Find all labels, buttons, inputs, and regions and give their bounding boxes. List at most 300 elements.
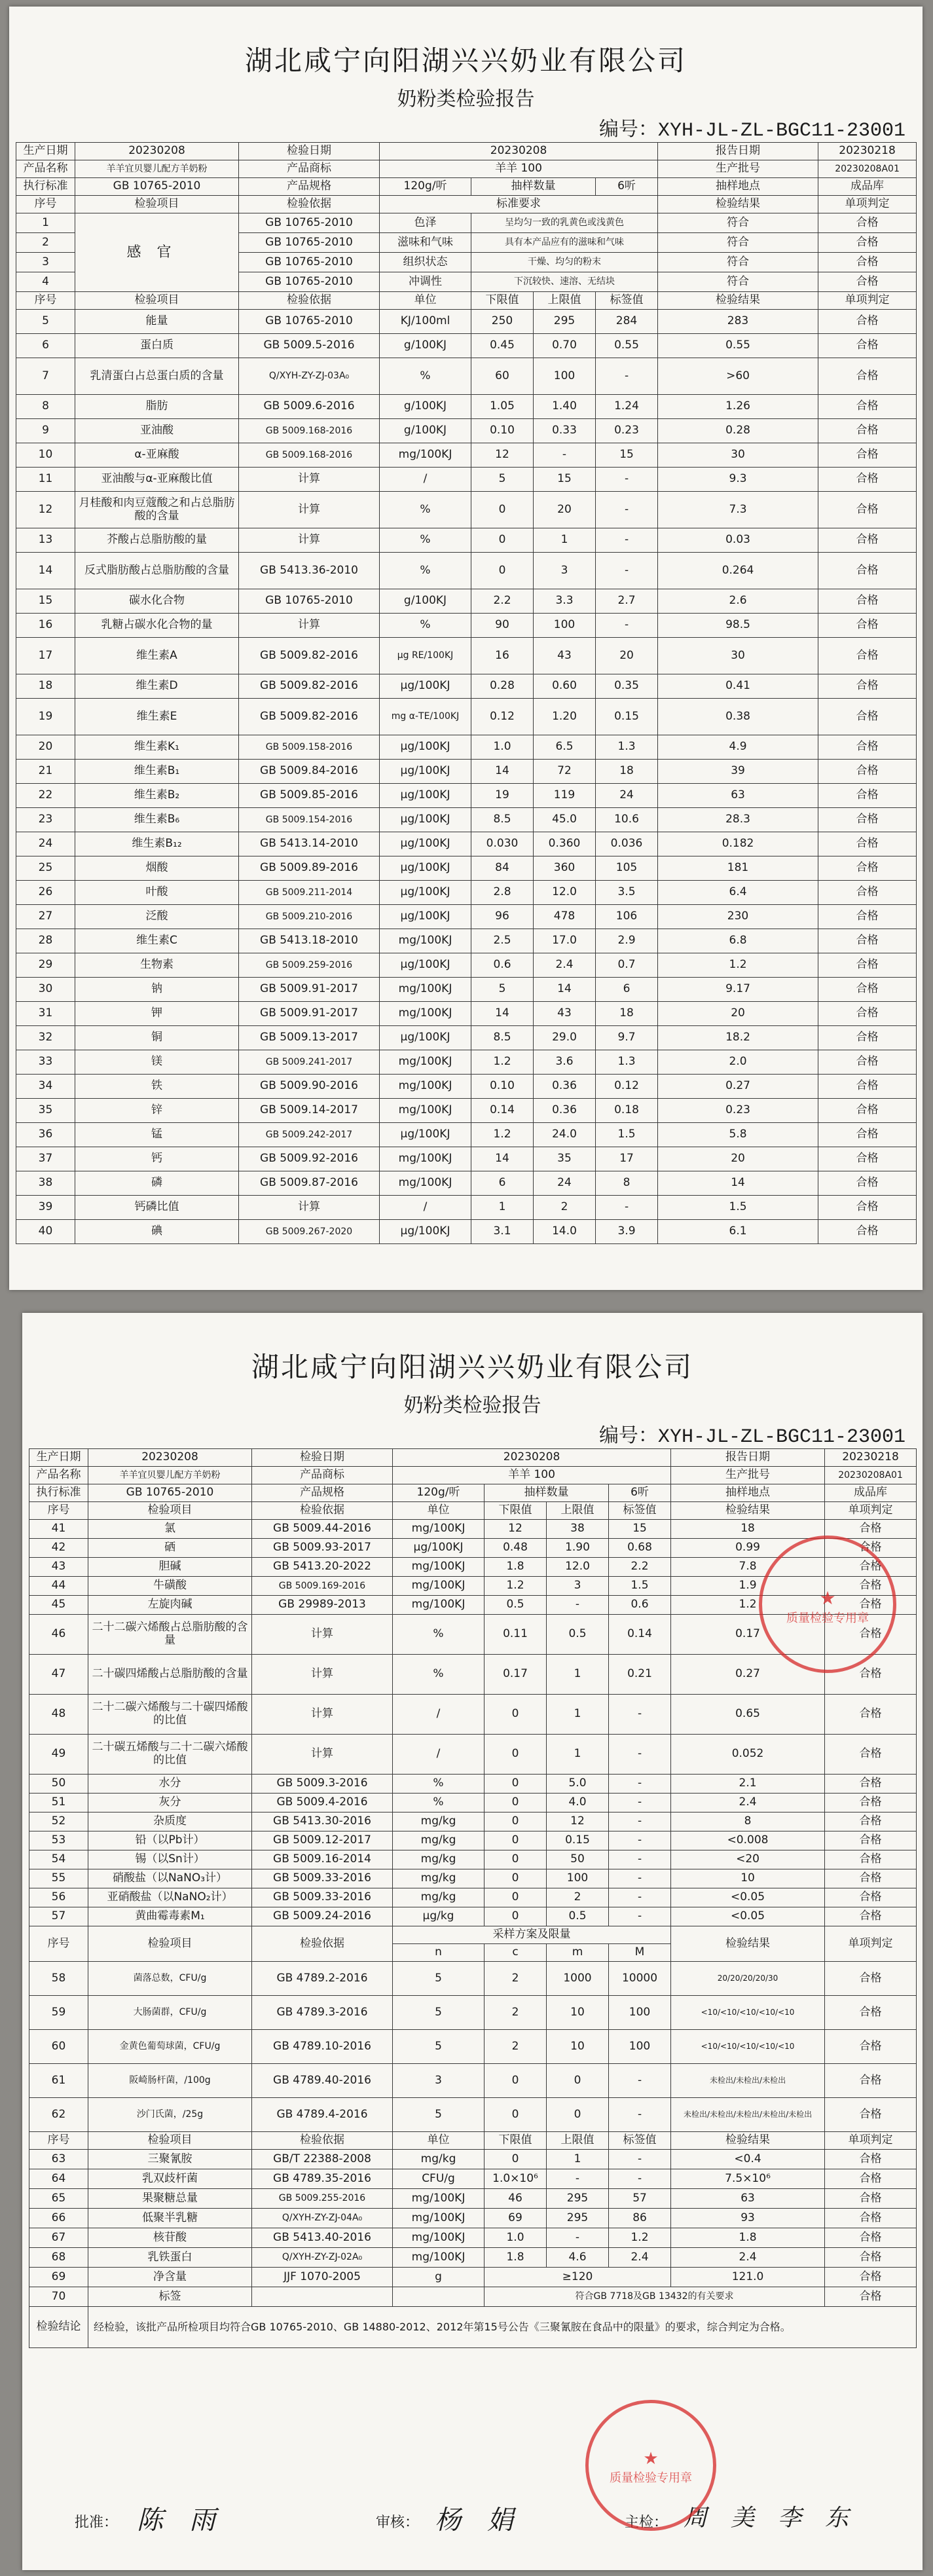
row-item: 乳铁蛋白 [88,2248,252,2268]
row-basis: JJF 1070-2005 [252,2268,393,2287]
row-basis: 计算 [239,614,380,638]
row-judge: 合格 [825,2209,917,2228]
row-judge: 合格 [825,1558,917,1577]
row-result: 未检出/未检出/未检出/未检出/未检出 [671,2098,825,2132]
row-result: 6.8 [658,929,818,953]
report-date: 20230218 [825,1449,917,1467]
row-result: 0.65 [671,1695,825,1735]
row-unit: / [393,1695,485,1735]
row-label: - [596,614,658,638]
row-no: 23 [16,808,75,832]
row-label: 2.7 [596,589,658,614]
row-low: 8.5 [471,1026,534,1050]
row-result: 30 [658,638,818,674]
row-no: 63 [29,2150,88,2169]
row-basis: GB 4789.40-2016 [252,2064,393,2098]
row-basis: GB 5009.33-2016 [252,1888,393,1907]
table-row [29,2268,917,2287]
table-row [29,2228,917,2248]
row-basis: Q/XYH-ZY-ZJ-02A₀ [252,2248,393,2268]
row-result: 0.28 [658,419,818,443]
row-low: 19 [471,784,534,808]
row-basis: 计算 [252,1615,393,1655]
main-header-row [29,1502,917,1520]
row-result: 1.26 [658,395,818,419]
row-label: 1.24 [596,395,658,419]
table-row [29,1775,917,1794]
table-row [29,1831,917,1850]
report-date: 20230218 [818,143,917,160]
row-up: 2 [534,1196,596,1220]
row-up: - [547,2169,609,2189]
report-title: 奶粉类检验报告 [403,1394,541,1417]
row-up: 4.6 [547,2248,609,2268]
row-up: 2 [547,1888,609,1907]
row-item: 二十碳五烯酸与二十二碳六烯酸的比值 [88,1735,252,1775]
row-item: 阪崎肠杆菌，/100g [88,2064,252,2098]
row-unit: μg/100KJ [380,832,471,856]
row-no: 31 [16,1002,75,1026]
row-label: 0.6 [609,1596,671,1615]
row-up: 24.0 [534,1123,596,1147]
row-no: 62 [29,2098,88,2132]
location: 成品库 [825,1484,917,1502]
row-basis: GB 5009.91-2017 [239,978,380,1002]
row-judge: 合格 [825,1850,917,1869]
row-up: 0.15 [547,1831,609,1850]
row-requirement: 干燥、均匀的粉末 [471,253,658,272]
row-label: - [609,1695,671,1735]
table-row [29,1655,917,1695]
row-item: 硒 [88,1539,252,1558]
row-unit: g/100KJ [380,419,471,443]
row-low: 0 [485,1735,547,1775]
row-judge: 合格 [825,1539,917,1558]
row-low: 0.10 [471,1075,534,1099]
report-title: 奶粉类检验报告 [397,88,535,111]
row-no: 7 [16,358,75,395]
row-unit: mg/100KJ [380,443,471,468]
row-basis: GB 5009.211-2014 [239,881,380,905]
row-basis: 计算 [252,1655,393,1695]
row-item: 锰 [75,1123,239,1147]
row-up: 14.0 [534,1220,596,1244]
row-item: 维生素K₁ [75,735,239,760]
row-label: - [609,2169,671,2189]
info-row-dates [16,143,917,160]
row-result: 0.17 [671,1615,825,1655]
row-up: 1 [547,1735,609,1775]
brand: 羊羊 100 [393,1467,671,1484]
row-label: - [596,468,658,492]
row-unit: / [380,468,471,492]
row-item: 灰分 [88,1794,252,1812]
row-judge: 合格 [818,1147,917,1171]
row-low: 2.8 [471,881,534,905]
header-up: 上限值 [547,2132,609,2150]
row-result: 6.1 [658,1220,818,1244]
spec: 120g/听 [393,1484,485,1502]
row-basis: GB 5413.18-2010 [239,929,380,953]
row-unit: μg RE/100KJ [380,638,471,674]
conclusion-label: 检验结论 [29,2307,88,2348]
row-basis: 计算 [239,1196,380,1220]
row-up: 15 [534,468,596,492]
row-low: 0.030 [471,832,534,856]
row-result: 2.0 [658,1050,818,1075]
row-low: 0 [485,1775,547,1794]
row-up: - [547,2228,609,2248]
row-result: 20 [658,1002,818,1026]
row-low: 0 [471,553,534,589]
info-row-standard [29,1484,917,1502]
row-low: 1 [471,1196,534,1220]
row-no: 9 [16,419,75,443]
row-judge: 合格 [818,735,917,760]
header-result: 检验结果 [671,1926,825,1962]
row-no: 21 [16,760,75,784]
row-item: 维生素E [75,699,239,735]
row-item: 磷 [75,1171,239,1196]
row-low: 0.48 [485,1539,547,1558]
row-result: 9.3 [658,468,818,492]
table-row [29,1520,917,1539]
row-label: 3.5 [596,881,658,905]
row-label: 6 [596,978,658,1002]
table-row [16,419,917,443]
row-no: 16 [16,614,75,638]
row-no: 20 [16,735,75,760]
header-unit: 单位 [380,292,471,310]
row-judge: 合格 [818,395,917,419]
row-label: 0.55 [596,334,658,358]
header-no: 序号 [16,196,75,213]
row-label: 17 [596,1147,658,1171]
row-unit: mg/100KJ [393,2248,485,2268]
row-label: 1.2 [609,2228,671,2248]
row-label: - [609,1735,671,1775]
row-label: 0.35 [596,674,658,699]
row-basis: GB 5009.87-2016 [239,1171,380,1196]
row-up: - [534,443,596,468]
table-row [29,2189,917,2209]
conclusion-row [29,2307,917,2348]
row-basis: 计算 [239,492,380,528]
row-item: 亚硝酸盐（以NaNO₂计） [88,1888,252,1907]
row-low: 1.0 [485,2228,547,2248]
header-label: 标签值 [609,1502,671,1520]
header-requirement: 标准要求 [380,196,658,213]
row-item: 乳双歧杆菌 [88,2169,252,2189]
row-basis: GB 5009.91-2017 [239,1002,380,1026]
row-up: 5.0 [547,1775,609,1794]
row-label: 9.7 [596,1026,658,1050]
header-up: 上限值 [547,1502,609,1520]
row-unit: mg/100KJ [380,1147,471,1171]
info-row-standard [16,178,917,196]
row-unit: mg/100KJ [380,1002,471,1026]
row-basis: GB 5009.33-2016 [252,1869,393,1888]
row-up: 35 [534,1147,596,1171]
header-judge: 单项判定 [825,1926,917,1962]
row-judge: 合格 [825,2098,917,2132]
row-item: 三聚氰胺 [88,2150,252,2169]
row-low: 0 [485,1695,547,1735]
header-judge: 单项判定 [825,2132,917,2150]
row-judge: 合格 [825,1615,917,1655]
row-unit: mg/kg [393,2150,485,2169]
table-row [16,856,917,881]
row-unit: / [380,1196,471,1220]
row-no: 46 [29,1615,88,1655]
prod-date: 20230208 [88,1449,252,1467]
row-judge: 合格 [818,784,917,808]
row-no: 8 [16,395,75,419]
row-item: 锡（以Sn计） [88,1850,252,1869]
row-no: 26 [16,881,75,905]
row-judge: 合格 [825,1794,917,1812]
row-no: 33 [16,1050,75,1075]
row-up: 0.360 [534,832,596,856]
row-judge: 合格 [818,233,917,253]
row-no: 39 [16,1196,75,1220]
row-result: 6.4 [658,881,818,905]
row-result: 14 [658,1171,818,1196]
row-no: 42 [29,1539,88,1558]
row-label: - [596,528,658,553]
row-unit: μg/100KJ [380,674,471,699]
row-label: 0.23 [596,419,658,443]
row-item: 低聚半乳糖 [88,2209,252,2228]
row-label: 2.9 [596,929,658,953]
row-no: 27 [16,905,75,929]
row-result: 2.4 [671,1794,825,1812]
row-result: 1.5 [658,1196,818,1220]
report-number: 编号：XYH-JL-ZL-BGC11-23001 [598,1426,906,1448]
row-no: 29 [16,953,75,978]
table-row [16,1123,917,1147]
row-no: 1 [16,213,75,233]
sample-qty: 6听 [596,178,658,196]
row-basis: GB 5009.13-2017 [239,1026,380,1050]
row-unit: g/100KJ [380,589,471,614]
info-row-product [16,160,917,178]
prod-date: 20230208 [75,143,239,160]
row-up: 295 [547,2209,609,2228]
inspection-stamp-top: ★ 质量检验专用章 [759,1536,896,1673]
row-up: 1.40 [534,395,596,419]
row-no: 11 [16,468,75,492]
row-basis: GB 5009.82-2016 [239,674,380,699]
row-unit: μg/100KJ [380,784,471,808]
row-low: 84 [471,856,534,881]
row-unit: % [380,553,471,589]
row-item: 维生素C [75,929,239,953]
row-basis: 计算 [239,528,380,553]
micro-row [29,2064,917,2098]
row-item: 核苷酸 [88,2228,252,2248]
table-row [16,589,917,614]
row-judge: 合格 [818,334,917,358]
row-item: 亚油酸 [75,419,239,443]
row-item: 二十二碳六烯酸与二十碳四烯酸的比值 [88,1695,252,1735]
row-item: 胆碱 [88,1558,252,1577]
main-header-row [16,292,917,310]
row-judge: 合格 [818,832,917,856]
row-result: 1.2 [658,953,818,978]
row-basis: GB 4789.3-2016 [252,1996,393,2030]
row-label: 8 [596,1171,658,1196]
row-low: 12 [485,1520,547,1539]
row-label: - [609,1812,671,1831]
row-result: 符合 [658,253,818,272]
row-up: 0.36 [534,1075,596,1099]
row-up: 100 [534,358,596,395]
label-sample-qty: 抽样数量 [485,1484,609,1502]
row-judge: 合格 [818,492,917,528]
row-judge: 合格 [818,760,917,784]
row-up: 20 [534,492,596,528]
row-n: 5 [393,2098,485,2132]
row-result: 未检出/未检出/未检出 [671,2064,825,2098]
row-unit: % [380,492,471,528]
batch: 20230208A01 [825,1467,917,1484]
table-row [16,953,917,978]
row-unit: KJ/100ml [380,310,471,334]
row-judge: 合格 [818,1196,917,1220]
row-item: 叶酸 [75,881,239,905]
header-plan: 采样方案及限量 [393,1926,671,1944]
row-up: 0.5 [547,1907,609,1926]
row-low: 0.6 [471,953,534,978]
row-requirement: 符合GB 7718及GB 13432的有关要求 [485,2287,825,2307]
report-page-1 [9,7,923,1290]
table-row [16,334,917,358]
row-m: 1000 [547,1962,609,1996]
row-no: 17 [16,638,75,674]
row-item: 铜 [75,1026,239,1050]
row-result: 2.4 [671,2248,825,2268]
row-basis: GB 5413.14-2010 [239,832,380,856]
row-up: 0.36 [534,1099,596,1123]
row-result: 0.182 [658,832,818,856]
row-label: - [609,1907,671,1926]
row-up: 0.70 [534,334,596,358]
row-item: 黄曲霉毒素M₁ [88,1907,252,1926]
row-unit: mg/100KJ [380,1099,471,1123]
row-up: 0.5 [547,1615,609,1655]
header-item: 检验项目 [75,196,239,213]
row-up: 3 [534,553,596,589]
row-no: 57 [29,1907,88,1926]
sensory-row [16,213,917,233]
row-result: 7.5×10⁶ [671,2169,825,2189]
row-M: 10000 [609,1962,671,1996]
row-basis: GB 29989-2013 [252,1596,393,1615]
row-label: 0.15 [596,699,658,735]
row-item: 维生素B₂ [75,784,239,808]
row-item: 大肠菌群，CFU/g [88,1996,252,2030]
row-result: 0.38 [658,699,818,735]
label-spec: 产品规格 [252,1484,393,1502]
row-judge: 合格 [818,419,917,443]
table-row [16,1099,917,1123]
row-label: - [609,2150,671,2169]
row-basis: Q/XYH-ZY-ZJ-04A₀ [252,2209,393,2228]
header-n: n [393,1944,485,1962]
header-item: 检验项目 [88,1502,252,1520]
row-judge: 合格 [825,1869,917,1888]
row-basis: GB 10765-2010 [239,253,380,272]
row-n: 5 [393,1996,485,2030]
row-basis: GB 5009.241-2017 [239,1050,380,1075]
table-row [29,2150,917,2169]
row-result: 7.8 [671,1558,825,1577]
report-number: 编号：XYH-JL-ZL-BGC11-23001 [598,120,906,142]
row-unit: % [380,614,471,638]
row-basis: GB 5009.82-2016 [239,699,380,735]
row-judge: 合格 [818,905,917,929]
row-up: 100 [547,1869,609,1888]
row-unit: g/100KJ [380,395,471,419]
row-basis: GB 5009.93-2017 [252,1539,393,1558]
table-row [16,310,917,334]
row-low: 0 [485,2150,547,2169]
row-label: - [596,553,658,589]
row-judge: 合格 [825,1655,917,1695]
header-basis: 检验依据 [239,292,380,310]
header-basis: 检验依据 [252,1926,393,1962]
row-up: 1 [547,1695,609,1735]
row-item: 硝酸盐（以NaNO₃计） [88,1869,252,1888]
table-row [16,699,917,735]
row-judge: 合格 [818,589,917,614]
table-row [29,2287,917,2307]
row-unit: mg/100KJ [393,1577,485,1596]
row-up: 2.4 [534,953,596,978]
row-judge: 合格 [825,2228,917,2248]
row-no: 28 [16,929,75,953]
row-no: 64 [29,2169,88,2189]
row-low: 8.5 [471,808,534,832]
row-unit: / [393,1735,485,1775]
label-test-date: 检验日期 [239,143,380,160]
row-label: 0.68 [609,1539,671,1558]
row-result: 0.264 [658,553,818,589]
row-up: 0.33 [534,419,596,443]
row-label: 15 [596,443,658,468]
row-c: 0 [485,2064,547,2098]
row-no: 30 [16,978,75,1002]
inspect-signature: 周 美 李 东 [684,2505,849,2531]
row-item: 氯 [88,1520,252,1539]
table-row [29,1794,917,1812]
row-basis: GB/T 22388-2008 [252,2150,393,2169]
row-label: - [609,1831,671,1850]
row-result: 20 [658,1147,818,1171]
row-unit: mg/100KJ [380,929,471,953]
row-result: <10/<10/<10/<10/<10 [671,1996,825,2030]
table-row [16,1075,917,1099]
row-up: 0.60 [534,674,596,699]
header-low: 下限值 [485,1502,547,1520]
table-row [16,881,917,905]
approve-label: 批准： [75,2514,119,2531]
row-up: - [547,1596,609,1615]
micro-header-row [29,1926,917,1944]
row-item: 维生素D [75,674,239,699]
standard: GB 10765-2010 [75,178,239,196]
